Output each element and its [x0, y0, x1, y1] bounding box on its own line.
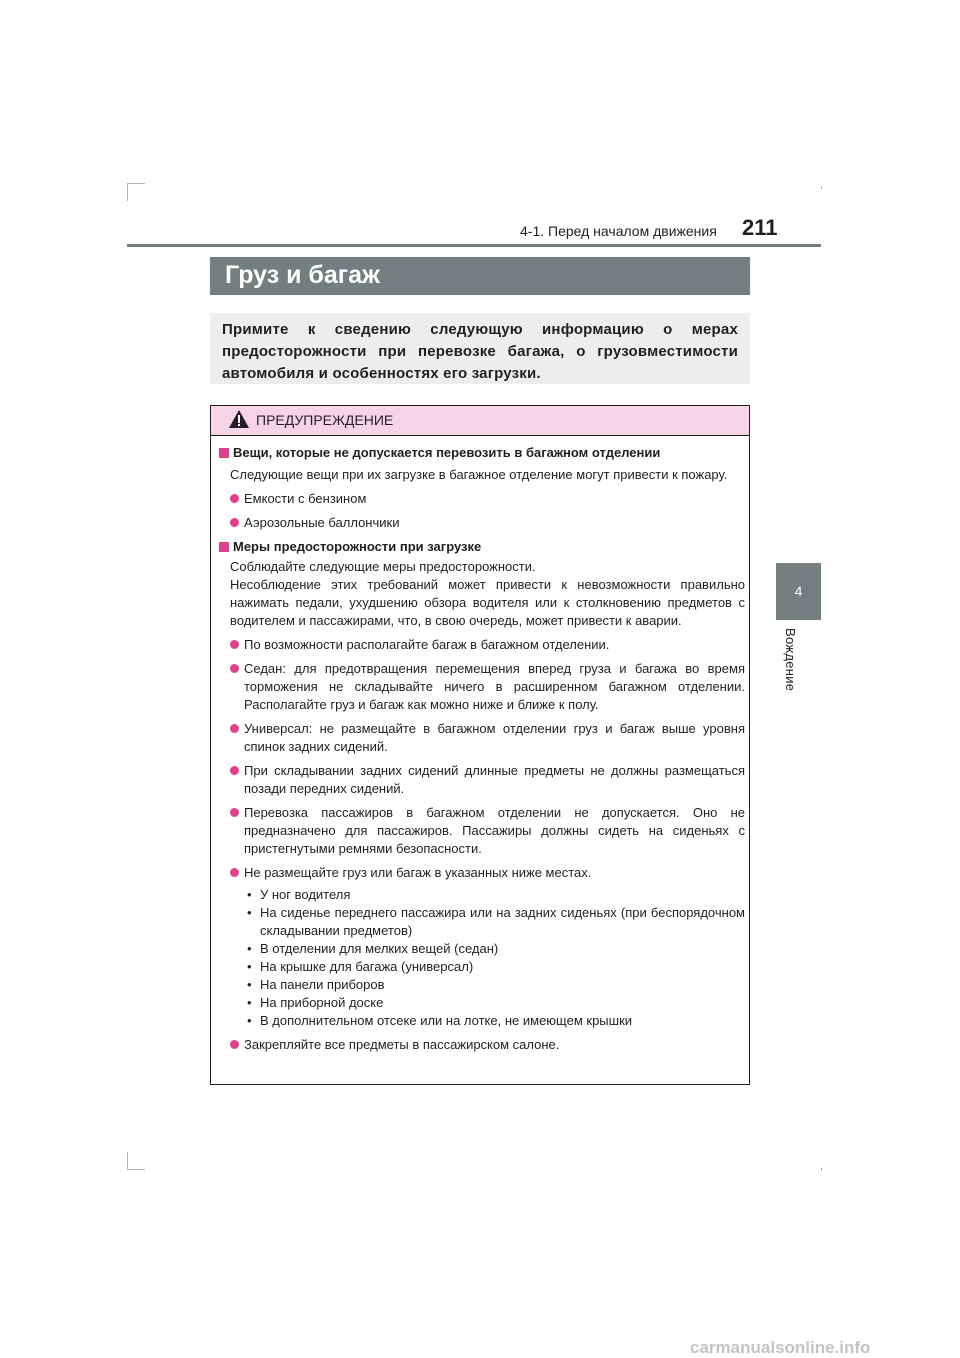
- header-rule: [127, 244, 821, 247]
- circle-bullet-icon: [230, 808, 239, 817]
- list-item: Перевозка пассажиров в багажном отделении не допускается. Оно не предназначено для пассажиров. Пассажиры должны сидеть на сиденьях с пристегнутыми ремнями безопасности.: [230, 804, 745, 858]
- watermark: carmanualsonline.info: [690, 1338, 871, 1357]
- page-title: Груз и багаж: [225, 261, 380, 289]
- sub-list-item: • На приборной доске: [247, 995, 384, 1010]
- chapter-tab: 4: [776, 563, 821, 620]
- crop-mark-top-left-h: [127, 183, 145, 184]
- page-number: 211: [742, 215, 778, 240]
- section-text: Следующие вещи при их загрузке в багажное отделение могут привести к пожару.: [230, 467, 728, 482]
- circle-bullet-icon: [230, 766, 239, 775]
- list-item: Седан: для предотвращения перемещения вперед груза и багажа во время торможения не складывайте ничего в расширенном багажном отделении. Располагайте груз и багаж как можно ниже и ближе к полу.: [230, 660, 745, 714]
- warning-triangle-icon: [228, 409, 250, 429]
- warning-title: ПРЕДУПРЕЖДЕНИЕ: [256, 412, 394, 428]
- circle-bullet-icon: [230, 640, 239, 649]
- sub-list-item: • На сиденье переднего пассажира или на задних сиденьях (при беспорядочном складывании предметов): [247, 905, 745, 938]
- square-bullet-icon: [219, 542, 229, 552]
- square-bullet-icon: [219, 448, 229, 458]
- sub-list-item: • На крышке для багажа (универсал): [247, 959, 474, 974]
- circle-bullet-icon: [230, 494, 239, 503]
- warning-body: [219, 444, 745, 1054]
- section-heading: Вещи, которые не допускается перевозить в багажном отделении: [219, 444, 745, 462]
- warning-header: [211, 406, 749, 436]
- circle-bullet-icon: [230, 868, 239, 877]
- list-item: Закрепляйте все предметы в пассажирском салоне.: [230, 1036, 745, 1054]
- warning-box: [210, 405, 750, 1085]
- intro-box: [210, 313, 750, 384]
- crop-mark-bottom-right: [821, 1168, 822, 1171]
- crop-mark-bottom-left-v: [127, 1152, 128, 1170]
- intro-text: Примите к сведению следующую информацию о мерах предосторожности при перевозке багажа, о грузовместимости автомобиля и особенностях его загрузки.: [222, 321, 738, 382]
- circle-bullet-icon: [230, 518, 239, 527]
- list-item: Не размещайте груз или багаж в указанных ниже местах.: [230, 864, 745, 882]
- crop-mark-top-left-v: [127, 183, 128, 201]
- sub-list-item: • На панели приборов: [247, 977, 385, 992]
- page-title-bar: [210, 257, 750, 295]
- circle-bullet-icon: [230, 1040, 239, 1049]
- list-item: При складывании задних сидений длинные предметы не должны размещаться позади передних сидений.: [230, 762, 745, 798]
- sub-list-item: • В дополнительном отсеке или на лотке, не имеющем крышки: [247, 1013, 633, 1028]
- section-label: 4-1. Перед началом движения: [520, 223, 717, 239]
- list-item: Аэрозольные баллончики: [230, 514, 745, 532]
- section-text: Несоблюдение этих требований может привести к невозможности правильно нажимать педали, ухудшению обзора водителя или к столкновению предметов с водителем и пассажирами, что, в свою очередь, может привести к аварии.: [230, 577, 745, 628]
- crop-mark-top-right: [821, 186, 822, 189]
- crop-mark-bottom-left-h: [127, 1169, 145, 1170]
- section-text: Соблюдайте следующие меры предосторожности.: [230, 559, 536, 574]
- section-heading: Меры предосторожности при загрузке: [219, 538, 745, 556]
- circle-bullet-icon: [230, 724, 239, 733]
- chapter-tab-label: Вождение: [783, 628, 798, 692]
- circle-bullet-icon: [230, 664, 239, 673]
- list-item: По возможности располагайте багаж в багажном отделении.: [230, 636, 745, 654]
- sub-list: [219, 886, 745, 1030]
- sub-list-item: • У ног водителя: [247, 887, 351, 902]
- list-item: Универсал: не размещайте в багажном отделении груз и багаж выше уровня спинок задних сидений.: [230, 720, 745, 756]
- sub-list-item: • В отделении для мелких вещей (седан): [247, 941, 499, 956]
- list-item: Емкости с бензином: [230, 490, 745, 508]
